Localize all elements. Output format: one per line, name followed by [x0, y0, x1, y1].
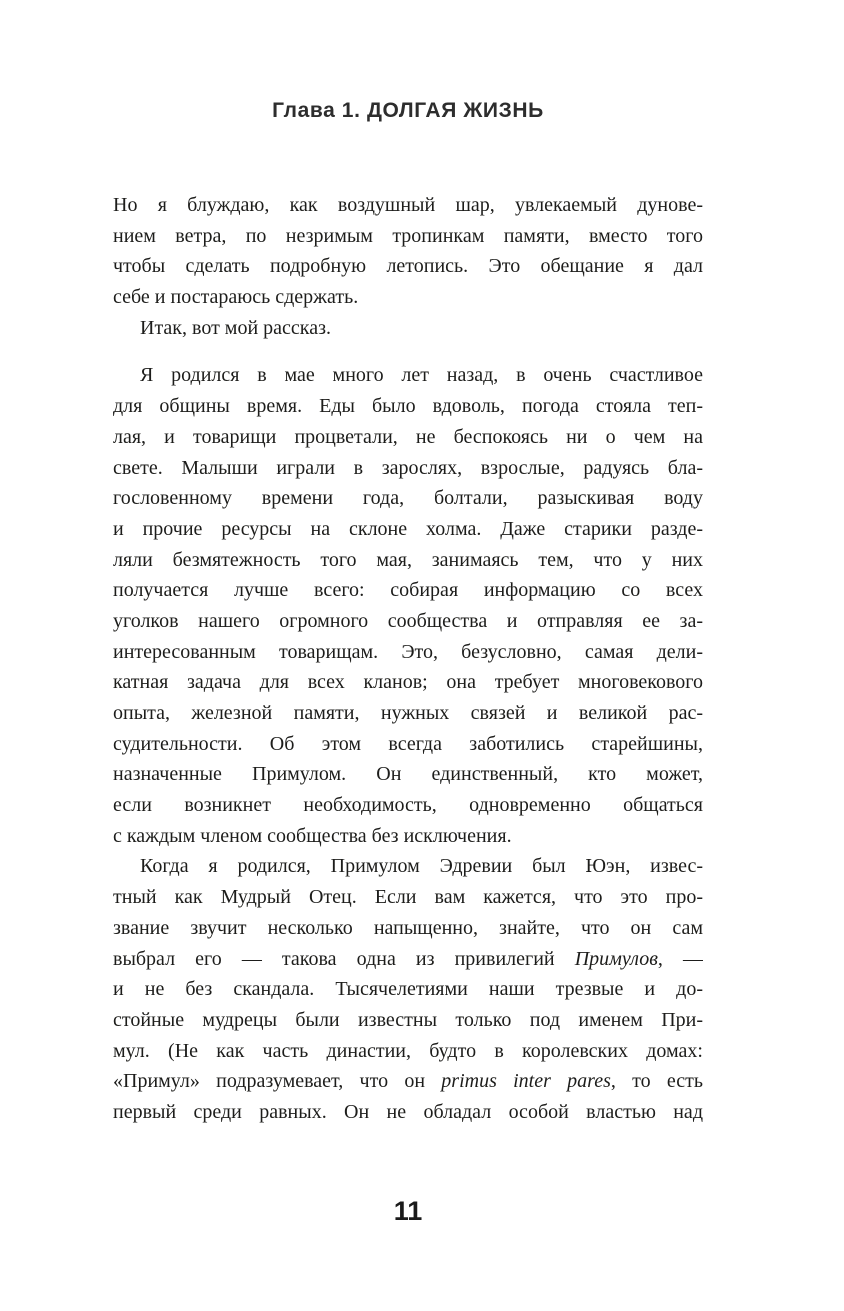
- text-line: лая, и товарищи процветали, не беспокоясь ни о чем на: [113, 425, 703, 448]
- text-line: и прочие ресурсы на склоне холма. Даже старики разде-: [113, 517, 703, 540]
- text-line: чтобы сделать подробную летопись. Это обещание я дал: [113, 255, 703, 278]
- text-line: уголков нашего огромного сообщества и отправляя ее за-: [113, 609, 703, 632]
- paragraph: [113, 190, 703, 313]
- text-line: катная задача для всех кланов; она требует многовекового: [113, 671, 703, 694]
- text-line: Когда я родился, Примулом Эдревии был Юэн, извес-: [140, 855, 703, 878]
- text-line: Итак, вот мой рассказ.: [140, 316, 331, 339]
- text-line: и не без скандала. Тысячелетиями наши трезвые и до-: [113, 978, 703, 1001]
- text-line: себе и постараюсь сдержать.: [113, 286, 359, 309]
- chapter-header: Глава 1. ДОЛГАЯ ЖИЗНЬ: [272, 99, 544, 122]
- text-line: если возникнет необходимость, одновременно общаться: [113, 794, 703, 817]
- text-segment: «Примул» подразумевает, что он: [113, 1070, 442, 1093]
- page-number: 11: [393, 1196, 423, 1226]
- italic-text: Примулов: [574, 947, 658, 970]
- text-line: назначенные Примулом. Он единственный, кто может,: [113, 763, 703, 786]
- text-line: ляли безмятежность того мая, занимаясь тем, что у них: [113, 548, 703, 571]
- text-segment: , —: [657, 947, 703, 970]
- text-line: Я родился в мае много лет назад, в очень счастливое: [140, 364, 703, 387]
- italic-text: primus inter pares: [441, 1070, 611, 1093]
- text-line: нием ветра, по незримым тропинкам памяти, вместо того: [113, 224, 703, 247]
- text-line: получается лучше всего: собирая информацию со всех: [113, 579, 703, 602]
- text-line: гословенному времени года, болтали, разыскивая воду: [113, 487, 703, 510]
- text-segment: , то есть: [610, 1070, 703, 1093]
- paragraph: [113, 313, 703, 344]
- paragraph: [113, 851, 703, 1127]
- text-line: свете. Малыши играли в зарослях, взрослые, радуясь бла-: [113, 456, 703, 479]
- text-line: первый среди равных. Он не обладал особой властью над: [113, 1100, 703, 1123]
- text-line: мул. (Не как часть династии, будто в королевских домах:: [113, 1039, 703, 1062]
- text-line: с каждым членом сообщества без исключения.: [113, 824, 512, 847]
- text-line: [113, 1066, 703, 1097]
- text-column: [113, 190, 703, 1128]
- text-line: Но я блуждаю, как воздушный шар, увлекаемый дунове-: [113, 194, 703, 216]
- text-line: тный как Мудрый Отец. Если вам кажется, что это про-: [113, 886, 703, 909]
- text-line: звание звучит несколько напыщенно, знайте, что он сам: [113, 916, 703, 939]
- text-line: стойные мудрецы были известны только под именем При-: [113, 1008, 703, 1031]
- text-line: [113, 944, 703, 975]
- text-line: судительности. Об этом всегда заботились старейшины,: [113, 732, 703, 755]
- text-line: интересованным товарищам. Это, безусловно, самая дели-: [113, 640, 703, 663]
- text-line: для общины время. Еды было вдоволь, погода стояла теп-: [113, 395, 703, 418]
- text-line: опыта, железной памяти, нужных связей и великой рас-: [113, 702, 703, 724]
- text-segment: выбрал его — такова одна из привилегий: [113, 947, 575, 970]
- paragraph: [113, 360, 703, 851]
